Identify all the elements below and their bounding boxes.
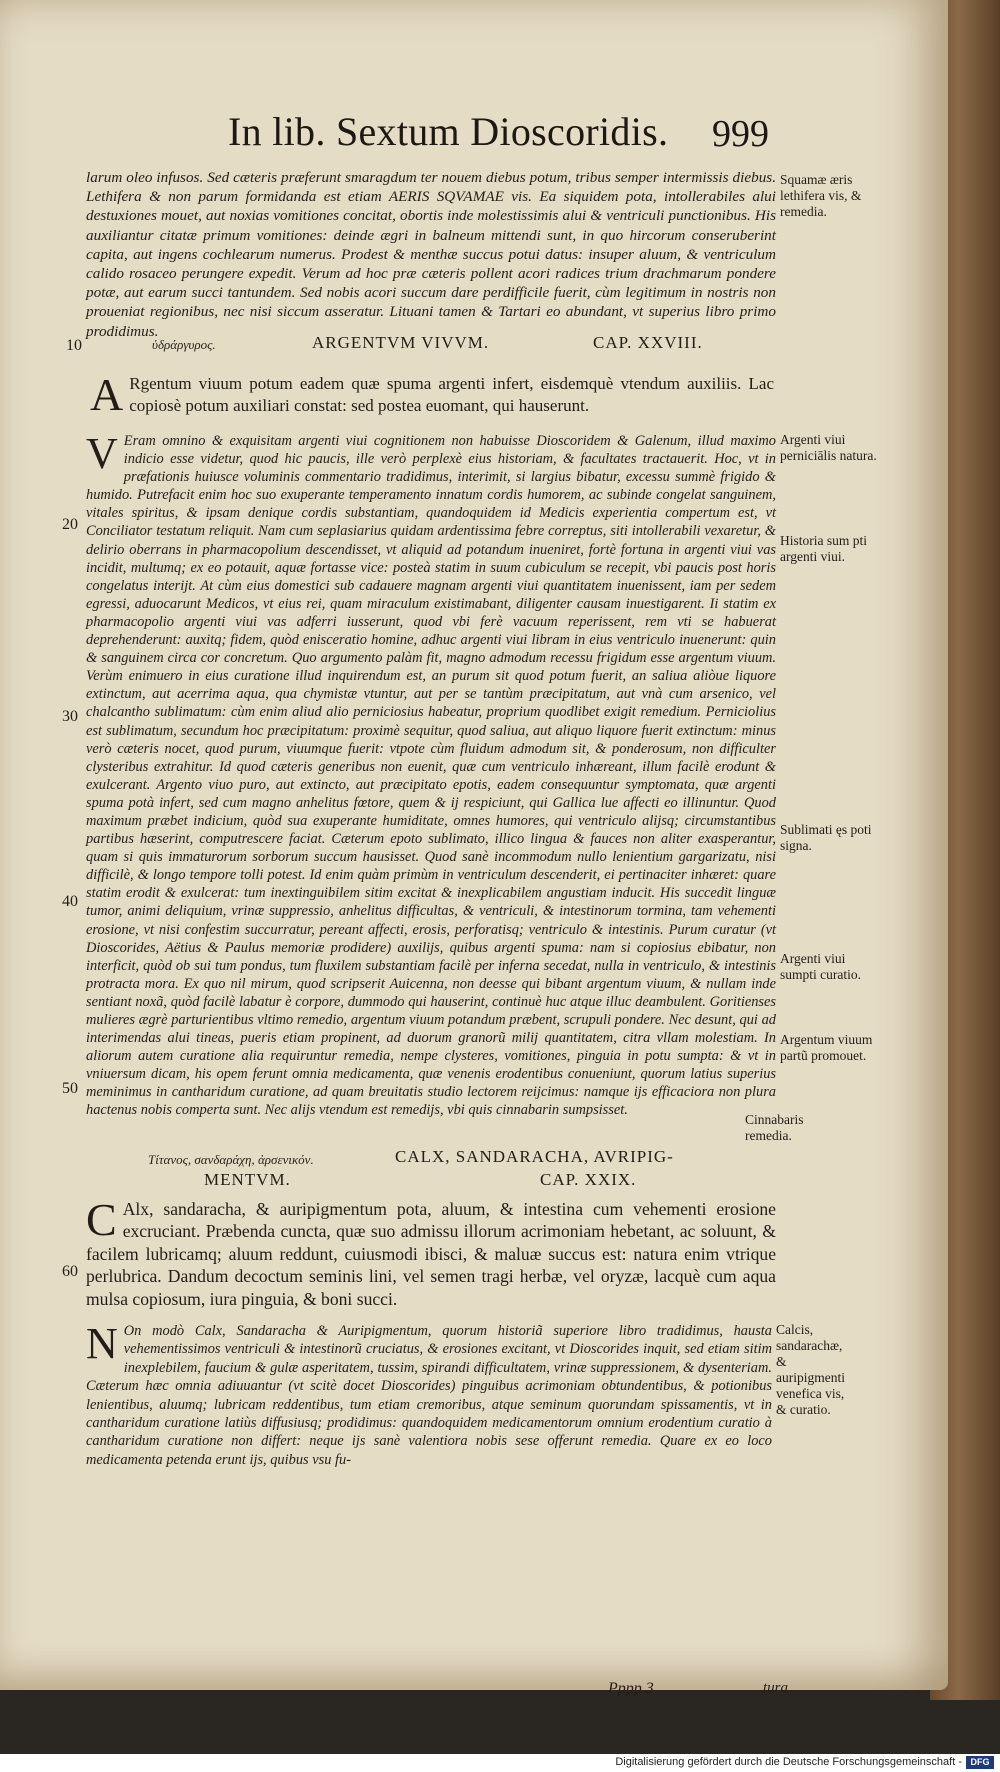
margin-note-squama: Squamæ æris lethifera vis, & remedia. (780, 172, 862, 219)
commentary-text-28 (86, 429, 776, 1120)
line-number-60: 60 (62, 1263, 78, 1280)
dioscorides-text-29 (86, 1194, 776, 1310)
chapter-title-argentum-vivum: ARGENTVM VIVVM. (312, 333, 490, 352)
margin-note-historia: Historia sum pti argenti viui. (780, 533, 867, 564)
commentary-text-28-body: Eram omnino & exquisitam argenti viui cognitionem non habuisse Dioscoridem & Galenum, illud maximo indicio esse videtur, quod hic paucis, ille verò perplexè eius historiam, & facultates tractauerit. Hoc, vt in præfationis huiusce voluminis commentario tradidimus, interimit, si largius bibatur, excessu summè frigido & humido. Putrefacit enim hoc suo exuperante temperamento innatum cordis humorem, ac subinde congelat sanguinem, vitales spiritus, & ipsam denique cordis substantiam, quandoquidem id Medicis experientia compertum est, vt Conciliator testatum reliquit. Nam cum seplasiarius quidam ardentissima febre correptus, siti intollerabili vexaretur, & delirio oberrans in pharmacopolium descendisset, vt aliquid ad potandum inueniret, fortè fortuna in argenti viui vas incidit, multumq; ex eo potauit, aquæ fortasse vice: posteà statim in suum cubiculum se recepit, vbi paucis post horis congelatus interijt. At cùm eius domestici sub cadauere magnam argenti viui quantitatem inuenissent, iam per sedem egressi, aduocarunt Medicos, vt eius rei, quam miraculum existimabant, diligenter causam inuestigarent. Ii statim ex pharmacopolio argenti viui vas adferri iusserunt, quod vbi ferè vacuum reperissent, rem vti se habuerat deprehenderunt: auxitq; fidem, quòd enisceratio homine, adhuc argenti viui libram in eius ventriculo inuenerunt: quin & sanguinem circa cor concretum. Quo argumento palàm fit, magno admodum recessu frigidum esse argentum viuum. Verùm enimuero in eius curatione illud inquirendum est, an purum sit quod potum fuerit, an saliua aliòue liquore extinctum, aut acerrima aqua, qua chymistæ vtuntur, aut per se tantùm præcipitatum, aut vnà cum arsenico, vel chalcantho sublimatum: cùm enim aliud alio perniciosius habeatur, proprium quodlibet exigit remedium. Perniciolius est sublimatum, secundum hoc præcipitatum: proximè sequitur, quod saliua, aut aliquo liquore fuerit extinctum: minus verò cæteris nocet, quod purum, viuumque fuerit: vtpote cùm fluidum admodum sit, & ponderosum, non difficulter clysteribus extrahitur. Id quod cæteris generibus non euenit, quæ cum ventriculo inhæreant, illum facilè erodunt & exulcerant. Argento viuo puro, aut extincto, aut præcipitato epotis, eadem consequuntur symptomata, quæ argenti spuma potà infert, sed cum magno anhelitus fœtore, quem & ij respiciunt, qui Gallica lue affecti eo illinuntur. Quod maximum præbet indicium, quòd sua exuperante humiditate, omnes humores, qui ventriculo alijsq; circumstantibus partibus hæserint, computrescere faciat. Cæterum epoto sublimato, illico lingua & fauces non aliter exasperantur, quam si quis immaturorum sorborum succum hausisset. Quod sanè incommodum nullo lenientium gargarizatu, nisi difficilè, & longo tempore tolli potest. Id enim quàm primùm in ventriculum descenderit, ei pertinaciter inhæret: quare statim erodit & exulcerat: tum inextinguibilem sitim excitat & inexplicabilem angustiam inducit. His succedit linguæ tumor, animi deliquium, vrinæ suppressio, anhelitus difficultas, & ventriculi, & intestinorum tormina, tam vehementi erosione, vt nisi confestim succurratur, pereant affecti, erosis, perforatisq; ventriculo & intestinis. Purum curatur (vt Dioscorides, Aëtius & Paulus memoriæ prodidere) auxilijs, quibus argenti spuma: nam si copiosius ebibatur, non interficit, quòd ob sui tum pondus, tum fluxilem substantiam facilè per inferna secedat, nulla in ventriculo, & intestinis protracta mora. Ex quo nil mirum, quod scripserit Auicenna, non deesse qui bibant argentum viuum, & nullam inde sentiant noxã, quòd facilè labatur è corpore, dummodo qui hauserint, continuè huc atque illuc deambulent. Goritienses mulieres ægrè parturientibus vltimo remedio, argentum viuum potandum præbent, scrupuli pondere. Nec desunt, qui ad interimendas alui tineas, pueris etiam propinent, ad duorum granorũ milij quantitatem, citra vllam molestiam. In aliorum autem curatione alia requiruntur remedia, nempe clysteres, vomitiones, pinguia in potu sumpta: & vt in vniuersum dicam, his opem ferunt omnia medicamenta, quæ venenis erodentibus conueniunt, quorum latius superius meminimus in cantharidum curatione, ad quam breuitatis studio lectorem reijcimus: namque ijs efficaciora non plura hactenus nobis comperta sunt. Nec alijs vtendum est remedijs, vbi quis cinnabarin sumpsisset. (86, 433, 776, 1119)
margin-note-cinnabaris: Cinnabaris remedia. (745, 1112, 804, 1143)
dioscorides-text-28-body: Rgentum viuum potum eadem quæ spuma argenti infert, eisdemquè vtendum auxiliis. Lac copiosè potum auxiliari constat: sed postea euomant, qui hauserunt. (129, 374, 774, 415)
dropcap-c: C (86, 1194, 117, 1245)
dropcap-n: N (86, 1319, 118, 1368)
dropcap-a: A (90, 369, 124, 420)
commentary-text-29 (86, 1319, 772, 1469)
greek-heading-calx: Τίτανος, σανδαράχη, ἀρσενικόν. (148, 1152, 314, 1167)
catchword: tura (763, 1680, 789, 1696)
margin-note-partu: Argentum viuum partũ promouet. (780, 1032, 873, 1063)
margin-note-curatio: Argenti viui sumpti curatio. (780, 951, 861, 982)
margin-note-calcis: Calcis, sandarachæ, & auripigmenti venefica vis, & curatio. (776, 1322, 845, 1417)
dioscorides-text-29-body: Alx, sandaracha, & auripigmentum pota, aluum, & intestina cum vehementi erosione excruciant. Præbenda cuncta, quæ suo admissu illorum acrimoniam hebetant, ac soluunt, & facilem lubricamq; aluum reddunt, cuiusmodi ibisci, & maluæ succus est: natura enim vtrique perlubrica. Dandum decoctum seminis lini, vel semen tragi herbæ, vel oryzæ, lacquè cum aqua mulsa copiosum, iura pinguia, & boni succi. (86, 1199, 776, 1309)
chapter-title-calx: CALX, SANDARACHA, AVRIPIG- (395, 1147, 674, 1166)
text-block-squama-aeris: larum oleo infusos. Sed cæteris præferunt smaragdum ter nouem diebus potum, tribus semper intermissis diebus. Lethifera & non parum formidanda est etiam AERIS SQVAMAE vis. Ea siquidem pota, intollerabiles alui destuxiones mouet, aut noxias vomitiones concitat, obortis inde molestissimis alui & ventriculi punctionibus. His auxiliantur citatæ primum vomitiones: deinde ægri in balneum mittendi sunt, in quo hircorum conseruberint capita, aut ingens cochlearum numerus. Prodest & menthæ succus potui datus: insuper aluum, & ventriculum calido rosaceo perungere expedit. Verum ad hoc præ cæteris pollent acori radices trium drachmarum pondere potæ, aut earum succi tantundem. Sed nobis acori succum dare perdifficile fuerit, cùm legitimum in nostris non proueniat regionibus, nec nisi siccum asseratur. Lituani tamen & Tartari eo abundant, vt superius libro primo prodidimus. (86, 169, 776, 340)
line-number-20: 20 (62, 516, 78, 533)
footer-text: Digitalisierung gefördert durch die Deutsche Forschungsgemeinschaft - (615, 1756, 962, 1768)
commentary-text-29-body: On modò Calx, Sandaracha & Auripigmentum, quorum historiã superiore libro tradidimus, hausta vehementissimos ventriculi & intestinorũ cruciatus, & erosiones excitant, vt Dioscorides inquit, sed etiam sitim inexplebilem, faucium & gulæ asperitatem, tussim, spirandi difficultatem, vrinæ suppressionem, & dysenteriam. Cæterum hæc omnia adiuuantur (vt scitè docet Dioscorides) pinguibus acrimoniam obtundentibus, & potionibus lenientibus, aluumq; lubricam reddentibus, tum etiam cremoribus, atque seminum quorundam spissamentis, vt in cantharidum curatione latiùs diffusiusq; prodidimus: quandoquidem medicamentorum omnium erodentium curatio à cantharidum curatione non differt: neque ijs sanè valentiora nobis sese offerunt remedia. Quare ex eo loco medicamenta petenda erunt ijs, quibus vsu fu- (86, 1323, 772, 1468)
greek-heading-argentum: ὑδράργυρος. (152, 337, 216, 352)
line-number-30: 30 (62, 708, 78, 725)
dioscorides-text-28 (90, 369, 774, 420)
chapter-number-29: CAP. XXIX. (540, 1170, 637, 1189)
margin-note-sublimati: Sublimati ęs poti signa. (780, 822, 872, 853)
line-number-50: 50 (62, 1080, 78, 1097)
line-number-10: 10 (66, 337, 82, 354)
running-head: In lib. Sextum Dioscoridis. (228, 109, 669, 154)
line-number-40: 40 (62, 893, 78, 910)
dropcap-v: V (86, 429, 118, 478)
chapter-title-calx-b: MENTVM. (204, 1170, 291, 1189)
signature-mark: Pppp 3 (608, 1680, 654, 1697)
dfg-logo: DFG (966, 1756, 994, 1769)
page-number: 999 (712, 113, 769, 155)
chapter-number-28: CAP. XXVIII. (593, 333, 703, 352)
digitization-footer (0, 1754, 1000, 1772)
margin-note-argenti-natura: Argenti viui perniciālis natura. (780, 432, 877, 463)
